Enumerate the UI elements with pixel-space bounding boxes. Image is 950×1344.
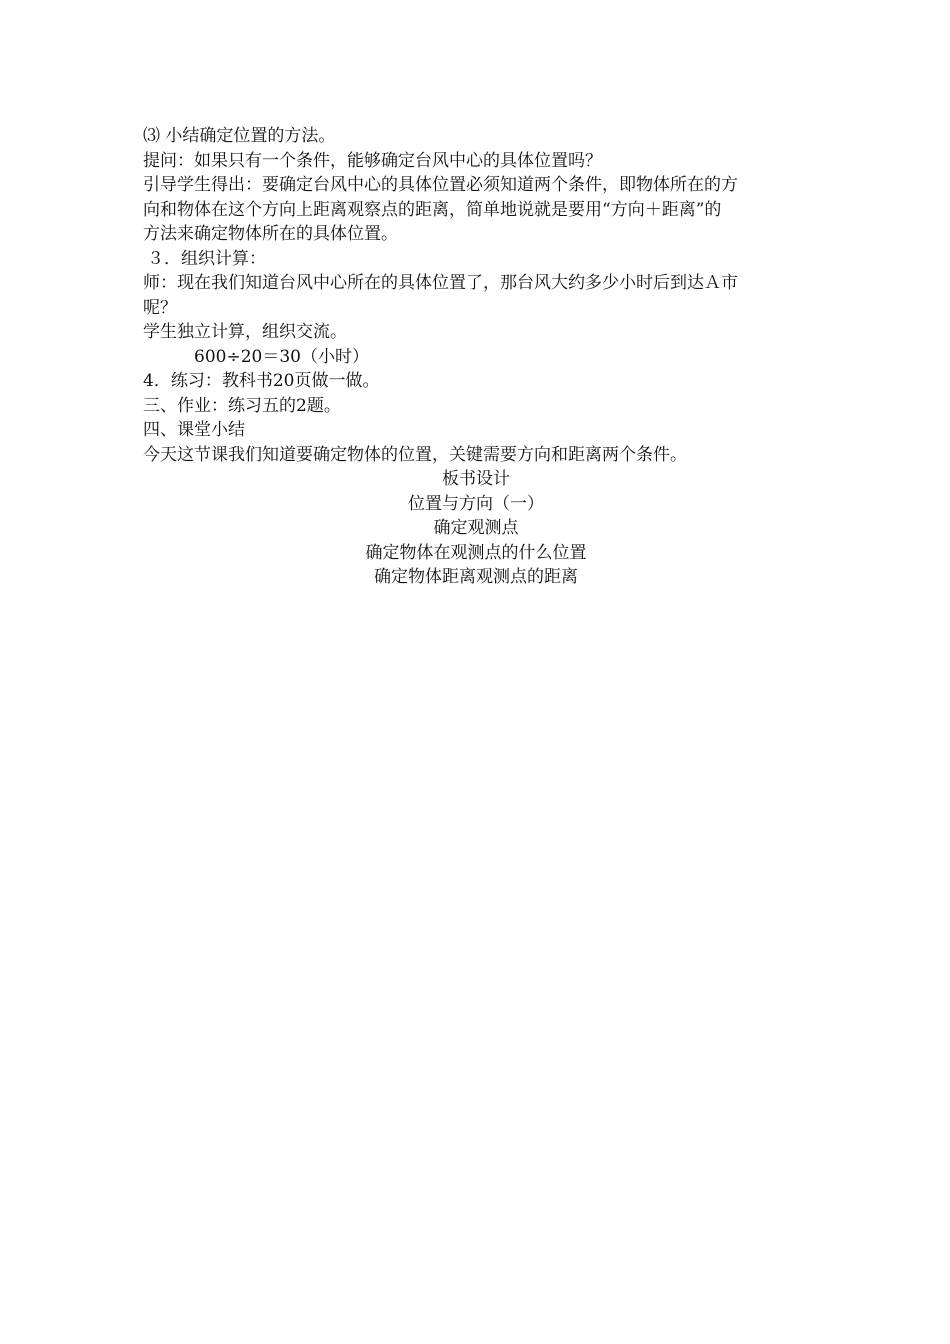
teacher-line-2: 呢？: [143, 297, 177, 318]
board-design: [143, 467, 809, 590]
guide-line-2: 向和物体在这个方向上距离观察点的距离，简单地说就是要用“方向＋距离”的: [143, 199, 722, 220]
class-summary-heading: 四、课堂小结: [143, 420, 245, 440]
guide-line-1: 引导学生得出：要确定台风中心的具体位置必须知道两个条件，即物体所在的方: [143, 175, 738, 195]
board-design-title: 板书设计: [442, 469, 510, 489]
step4-practice: 4．练习：教科书20页做一做。: [143, 371, 380, 391]
board-design-subtitle: 位置与方向（一）: [408, 493, 544, 514]
document-body: [143, 124, 809, 590]
board-design-item: 确定物体距离观测点的距离: [374, 567, 578, 587]
teacher-line-1: 师：现在我们知道台风中心所在的具体位置了，那台风大约多少小时后到达Ａ市: [143, 273, 738, 293]
student-activity: 学生独立计算，组织交流。: [143, 322, 347, 342]
board-design-item: 确定观测点: [433, 518, 519, 538]
question-paragraph: 提问：如果只有一个条件，能够确定台风中心的具体位置吗？: [143, 150, 602, 171]
step3-heading: ３．组织计算：: [147, 248, 266, 269]
homework-line: 三、作业：练习五的2题。: [143, 395, 341, 416]
class-summary-text: 今天这节课我们知道要确定物体的位置，关键需要方向和距离两个条件。: [143, 444, 687, 465]
board-design-item: 确定物体在观测点的什么位置: [365, 542, 587, 563]
calculation-line: 600÷20＝30（小时）: [194, 346, 369, 367]
summary-heading: ⑶ 小结确定位置的方法。: [143, 126, 336, 146]
guide-line-3: 方法来确定物体所在的具体位置。: [143, 224, 398, 244]
